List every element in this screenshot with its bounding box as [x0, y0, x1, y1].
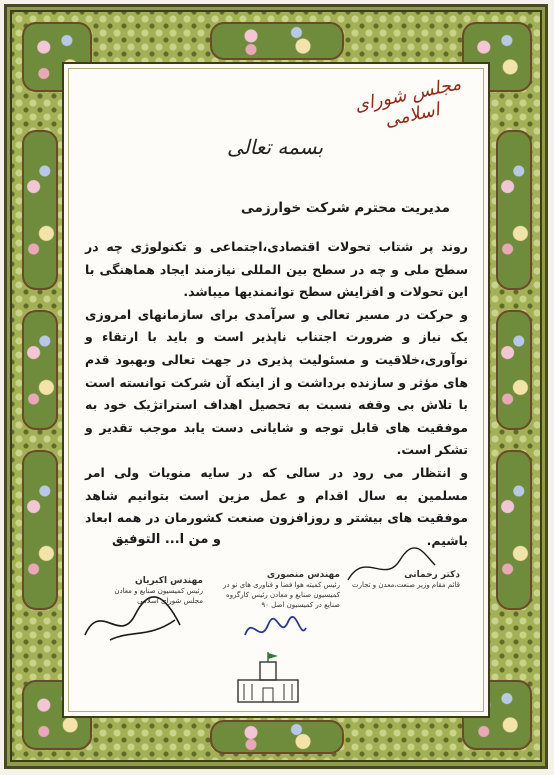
paragraph-3: و انتظار می رود در سالی که در سایه منویات ولی امر مسلمین به سال اقدام و عمل مزین است بتوانیم شاهد موفقیت های بیشتر و روزافزون صنعت کشورمان در همه ابعاد باشیم.	[85, 464, 468, 548]
signatory-role: رئیس کمیسیون صنایع و معادن مجلس شورای اسلامی	[114, 587, 203, 605]
floral-panel-left-2	[22, 310, 58, 430]
signatory-name: مهندس منصوری	[266, 570, 340, 580]
floral-panel-right-2	[496, 310, 532, 430]
signatory-role: قائم مقام وزیر صنعت،معدن و تجارت	[352, 581, 460, 589]
signatory-name: دکتر رحمانی	[404, 570, 460, 580]
paragraph-1: روند پر شتاب تحولات اقتصادی،اجتماعی و تکنولوژی چه در سطح ملی و چه در سطح بین المللی نیازمند ایجاد هماهنگی با این تحولات و افزایش سطح توانمندیها میباشد.	[85, 239, 468, 300]
signature-block-2	[218, 570, 340, 610]
floral-panel-top	[210, 22, 344, 60]
floral-panel-right-3	[496, 450, 532, 610]
handwritten-signature-1	[80, 590, 190, 650]
floral-panel-right-1	[496, 130, 532, 290]
floral-panel-left-1	[22, 130, 58, 290]
floral-panel-left-3	[22, 450, 58, 610]
parliament-logo	[350, 73, 470, 132]
paragraph-2: و حرکت در مسیر تعالی و سرآمدی برای سازمانهای امروزی یک نیاز و ضرورت اجتناب ناپذیر است و باید با ارتقاء و نوآوری،خلاقیت و مسئولیت پذیری در جهت تعالی وبهبود قدم های مؤثر و سازنده برداشت و از اینکه آن شرکت توانسته است با تلاش بی وقفه نسبت به تحصیل اهداف استراتژیک خود به موفقیت های قابل توجه و شایانی دست یابد موجب تقدیر و تشکر است.	[85, 306, 468, 458]
floral-panel-bottom	[210, 720, 344, 754]
salutation: مدیریت محترم شرکت خوارزمی	[240, 200, 450, 216]
parliament-building-emblem	[230, 650, 306, 706]
letter-body	[85, 236, 468, 552]
signatory-role: رئیس کمیته هوا فضا و فناوری های نو در کمیسیون صنایع و معادن رئیس کارگروه صنایع در کمیسیون اصل ۹۰	[223, 581, 340, 609]
logo-text: مجلس شورای اسلامی	[352, 73, 463, 132]
handwritten-signature-2	[240, 610, 310, 650]
heading: بسمه تعالی	[226, 135, 324, 159]
handwritten-signature-3	[340, 545, 440, 590]
closing: و من ا... التوفیق	[112, 532, 222, 547]
signatory-name: مهندس اکبریان	[135, 576, 203, 586]
